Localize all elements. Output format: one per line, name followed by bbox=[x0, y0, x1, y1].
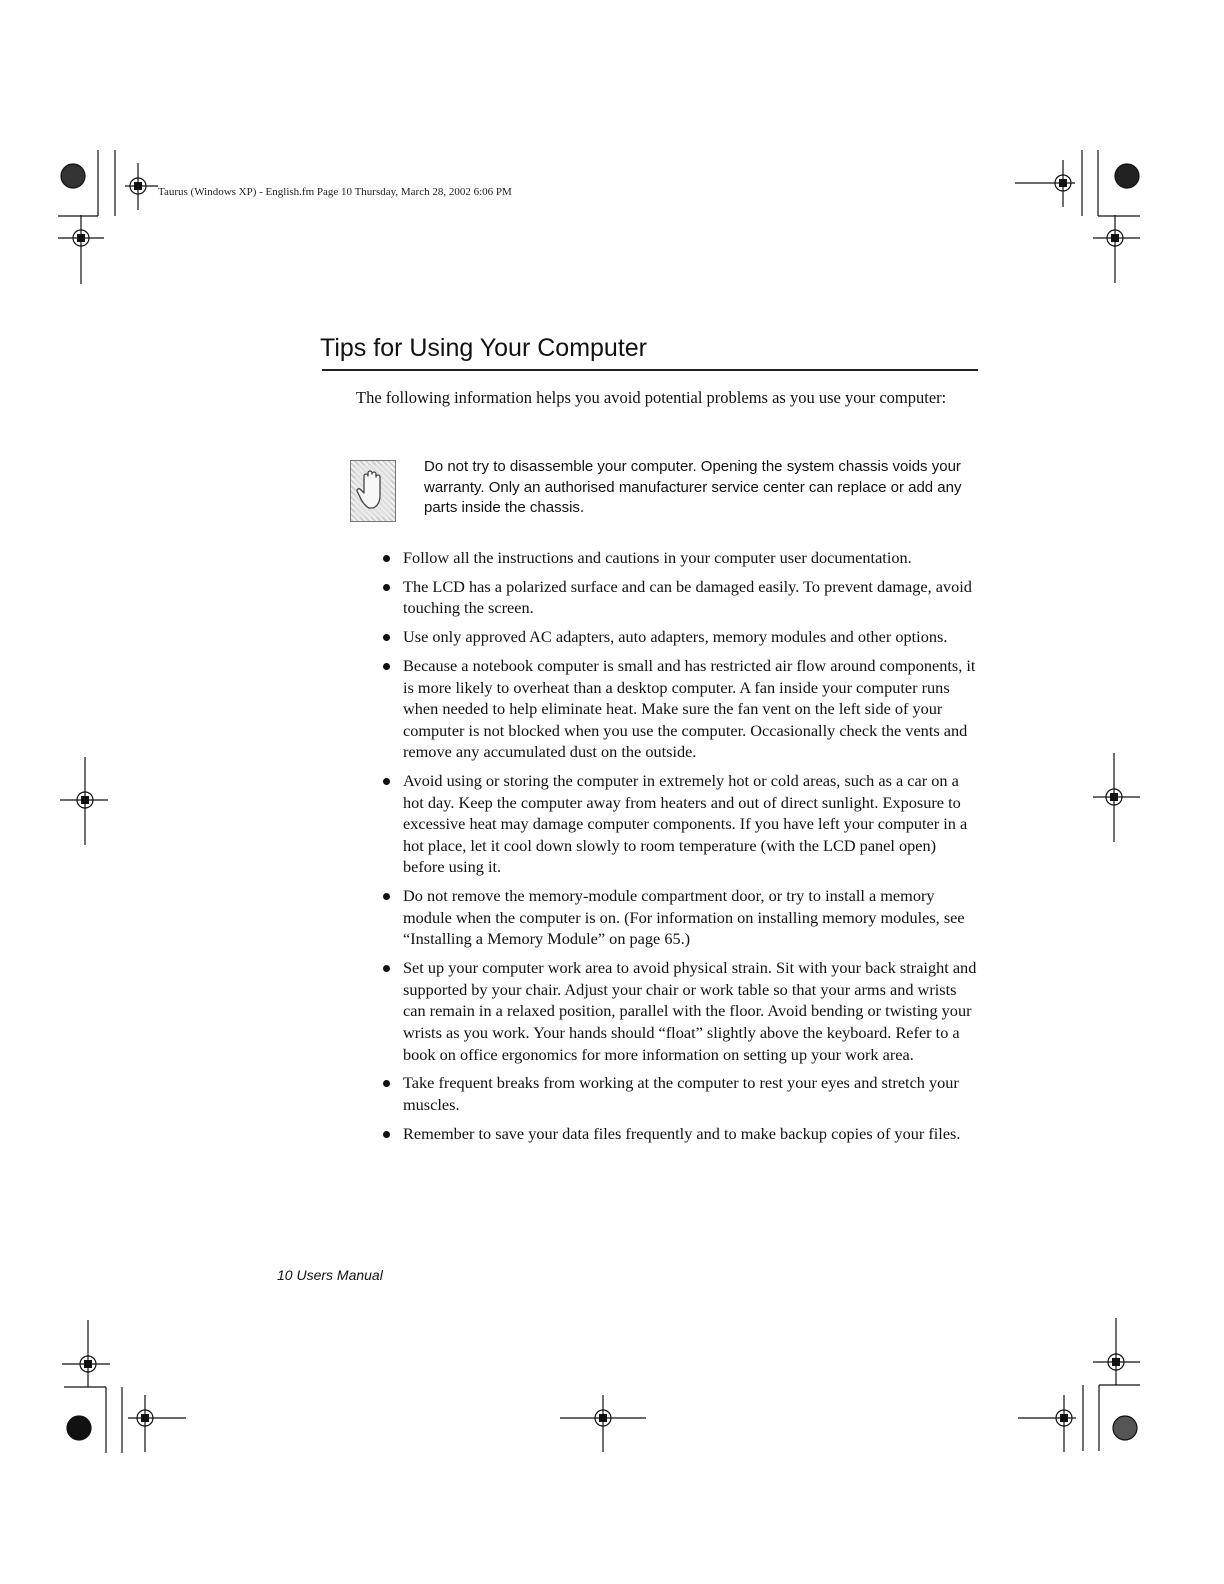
stop-hand-icon bbox=[350, 460, 396, 522]
intro-paragraph: The following information helps you avoid potential problems as you use your computer: bbox=[356, 388, 947, 407]
list-item: Avoid using or storing the computer in extremely hot or cold areas, such as a car on a hot day. Keep the computer away from heaters and out of direct sunlight. Exposure to excessive heat may damage computer components. If you have left your computer in a hot place, let it cool down slowly to room temperature (with the LCD panel open) before using it. bbox=[380, 770, 980, 878]
registration-target-icon bbox=[1115, 164, 1139, 188]
list-item: Take frequent breaks from working at the computer to rest your eyes and stretch your muscles. bbox=[380, 1072, 980, 1115]
list-item: Because a notebook computer is small and has restricted air flow around components, it is more likely to overheat than a desktop computer. A fan inside your computer runs when needed to help eliminate heat. Make sure the fan vent on the left side of your computer is not blocked when you use the computer. Occasionally check the vents and remove any accumulated dust on the outside. bbox=[380, 655, 980, 763]
caution-note bbox=[350, 460, 980, 524]
registration-target-icon bbox=[1113, 1416, 1137, 1440]
registration-target-icon bbox=[61, 164, 85, 188]
caution-text: Do not try to disassemble your computer. Opening the system chassis voids your warranty. Only an authorised manufacturer service center can replace or add any parts inside the chassis. bbox=[424, 458, 962, 516]
title-rule bbox=[322, 369, 978, 371]
list-item: Set up your computer work area to avoid physical strain. Sit with your back straight and supported by your chair. Adjust your chair or work table so that your arms and wrists can remain in a relaxed position, parallel with the floor. Avoid bending or twisting your wrists as you work. Your hands should “float” slightly above the keyboard. Refer to a book on office ergonomics for more information on setting up your work area. bbox=[380, 957, 980, 1065]
print-slug: Taurus (Windows XP) - English.fm Page 10 Thursday, March 28, 2002 6:06 PM bbox=[158, 186, 512, 198]
page-title: Tips for Using Your Computer bbox=[320, 334, 648, 362]
list-item: The LCD has a polarized surface and can be damaged easily. To prevent damage, avoid touching the screen. bbox=[380, 576, 980, 619]
registration-target-icon bbox=[67, 1416, 91, 1440]
list-item: Use only approved AC adapters, auto adapters, memory modules and other options. bbox=[380, 626, 980, 648]
list-item: Do not remove the memory-module compartment door, or try to install a memory module when the computer is on. (For information on installing memory modules, see “Installing a Memory Module” on page 65.) bbox=[380, 885, 980, 950]
page-footer: 10 Users Manual bbox=[277, 1267, 383, 1283]
list-item: Follow all the instructions and cautions in your computer user documentation. bbox=[380, 547, 980, 569]
tips-list bbox=[380, 547, 980, 1152]
list-item: Remember to save your data files frequently and to make backup copies of your files. bbox=[380, 1123, 980, 1145]
